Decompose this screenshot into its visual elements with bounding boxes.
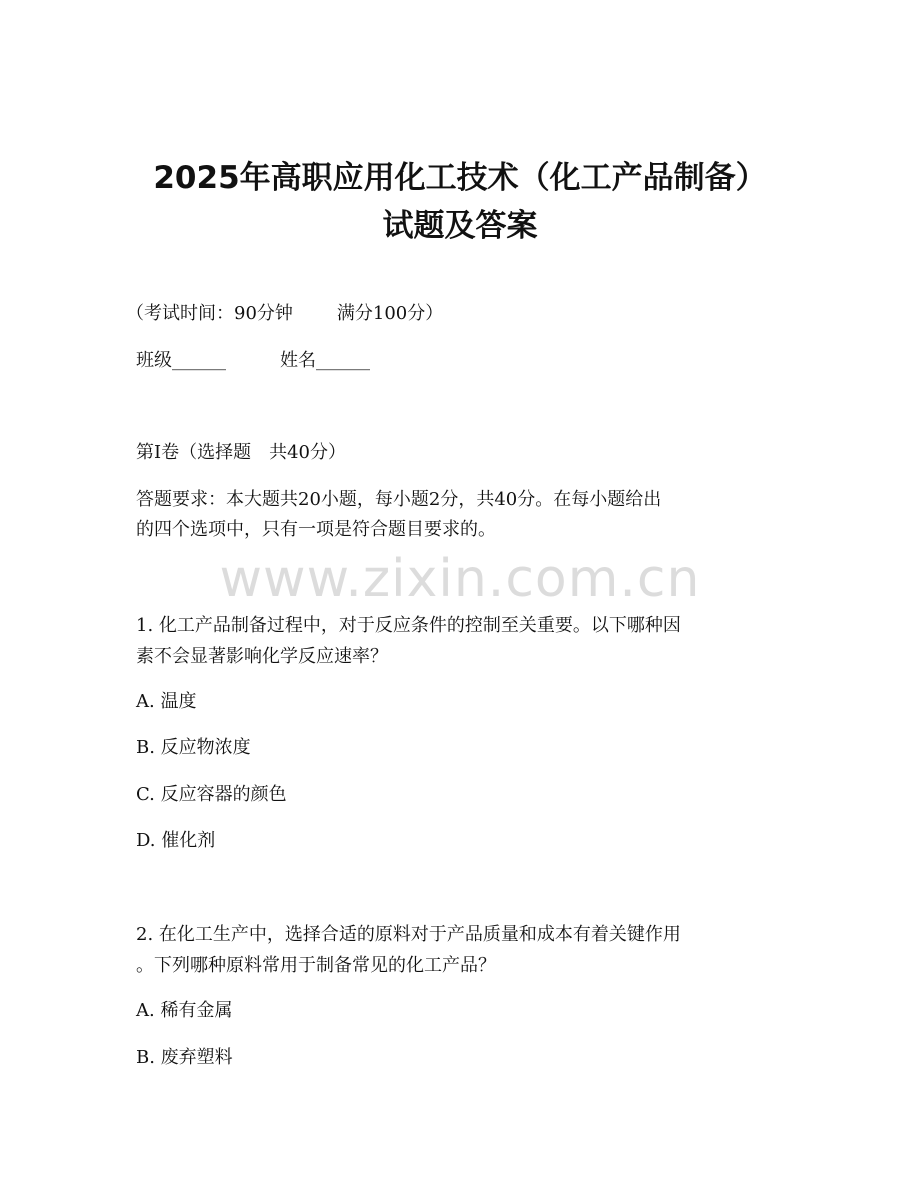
student-info	[136, 349, 786, 373]
question-2-line2: 。下列哪种原料常用于制备常见的化工产品？	[136, 955, 496, 976]
class-field: 班级______	[136, 350, 226, 371]
question-1-option-a: A. 温度	[136, 691, 197, 712]
question-1-option-b: B. 反应物浓度	[136, 737, 251, 758]
question-1-line1: 1. 化工产品制备过程中，对于反应条件的控制至关重要。以下哪种因	[136, 615, 681, 636]
instructions-line2: 的四个选项中，只有一项是符合题目要求的。	[136, 519, 496, 540]
watermark: www.zixin.com.cn	[219, 549, 701, 609]
full-score: 满分100分）	[336, 303, 444, 324]
section-title: 第Ⅰ卷（选择题 共40分）	[136, 442, 347, 463]
question-1-option-d: D. 催化剂	[136, 830, 216, 851]
instructions-line1: 答题要求：本大题共20小题，每小题2分，共40分。在每小题给出	[136, 489, 662, 510]
question-2-option-a: A. 稀有金属	[136, 1000, 233, 1021]
exam-time: （考试时间：90分钟	[126, 303, 293, 324]
question-2-line1: 2. 在化工生产中，选择合适的原料对于产品质量和成本有着关键作用	[136, 924, 681, 945]
question-2-option-b: B. 废弃塑料	[136, 1047, 233, 1068]
document-title-line1: 2025年高职应用化工技术（化工产品制备）	[153, 160, 767, 196]
exam-info	[126, 302, 776, 326]
document-title-line2: 试题及答案	[382, 208, 538, 244]
name-field: 姓名______	[280, 350, 370, 371]
question-1-line2: 素不会显著影响化学反应速率？	[136, 646, 388, 667]
question-1-option-c: C. 反应容器的颜色	[136, 784, 287, 805]
